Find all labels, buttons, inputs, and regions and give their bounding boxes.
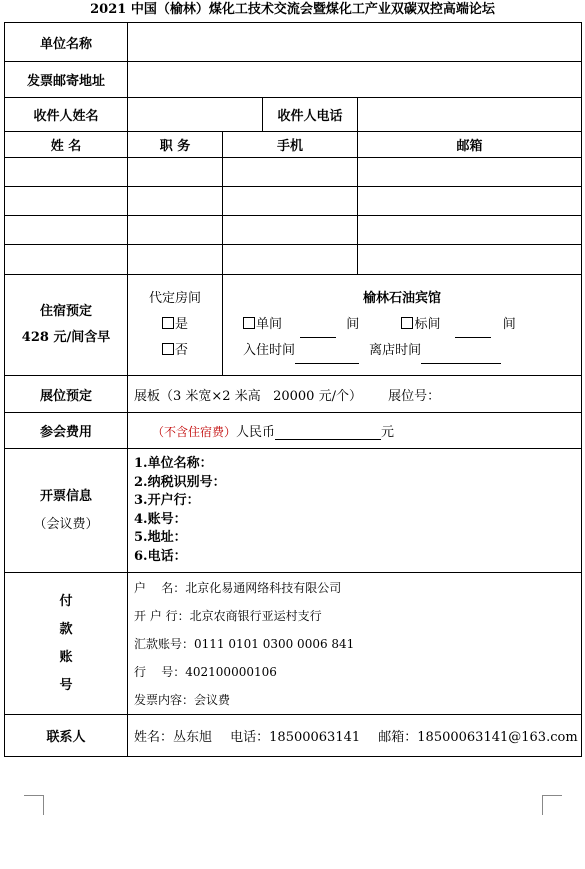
checkout-label: 离店时间 xyxy=(369,343,422,358)
room-booking-yes[interactable] xyxy=(128,312,222,338)
checkin-field[interactable] xyxy=(295,350,359,364)
payment-label-char: 账 xyxy=(59,649,73,665)
document-title: 2021 中国（榆林）煤化工技术交流会暨煤化工产业双碳双控高端论坛 xyxy=(90,2,495,17)
page-corner-mark-right xyxy=(542,795,562,815)
attendee-row xyxy=(5,216,582,245)
yes-label: 是 xyxy=(174,317,188,332)
attendee-email-cell[interactable] xyxy=(358,187,582,216)
payment-account-label xyxy=(5,573,128,715)
single-room-count-field[interactable] xyxy=(300,324,336,338)
recipient-name-field[interactable] xyxy=(128,98,263,132)
no-checkbox[interactable] xyxy=(162,343,174,355)
contact-label: 联系人 xyxy=(5,715,128,757)
attendee-email-cell[interactable] xyxy=(358,158,582,187)
attendee-mobile-cell[interactable] xyxy=(223,187,358,216)
attendee-row xyxy=(5,245,582,275)
contact-name: 姓名：丛东旭 xyxy=(134,730,213,745)
single-room-unit: 间 xyxy=(346,317,360,332)
fee-label: 参会费用 xyxy=(5,413,128,449)
attendee-name-cell[interactable] xyxy=(5,158,128,187)
fee-unit: 元 xyxy=(381,425,395,440)
fee-note: （不含住宿费） xyxy=(152,425,237,439)
invoice-line[interactable]: 1.单位名称： xyxy=(134,456,213,471)
payment-line: 行 号：402100000106 xyxy=(134,664,277,679)
no-label: 否 xyxy=(174,343,188,358)
hotel-cell xyxy=(223,275,582,376)
yes-checkbox[interactable] xyxy=(162,317,174,329)
booth-cell xyxy=(128,376,582,413)
booth-label: 展位预定 xyxy=(5,376,128,413)
standard-room-checkbox[interactable] xyxy=(401,317,413,329)
payment-line: 发票内容：会议费 xyxy=(134,692,231,707)
attendee-row xyxy=(5,187,582,216)
attendee-position-cell[interactable] xyxy=(128,245,223,275)
header-position: 职 务 xyxy=(128,132,223,158)
booth-description: 展板（3 米宽×2 米高 20000 元/个） xyxy=(134,388,362,404)
attendee-email-cell[interactable] xyxy=(358,245,582,275)
invoice-label-sub: （会议费） xyxy=(33,516,99,532)
single-room-label: 单间 xyxy=(256,317,283,332)
standard-room-count-field[interactable] xyxy=(455,324,491,338)
invoice-line[interactable]: 6.电话： xyxy=(134,548,187,564)
recipient-phone-field[interactable] xyxy=(358,98,582,132)
single-room-checkbox[interactable] xyxy=(243,317,255,329)
hotel-name: 榆林石油宾馆 xyxy=(362,291,441,306)
payment-info-cell xyxy=(128,573,582,715)
recipient-name-label: 收件人姓名 xyxy=(5,98,128,132)
payment-line: 汇款账号：0111 0101 0300 0006 841 xyxy=(134,636,355,651)
invoice-address-field[interactable] xyxy=(128,62,582,98)
header-name: 姓 名 xyxy=(5,132,128,158)
registration-form xyxy=(4,22,582,757)
unit-name-field[interactable] xyxy=(128,23,582,62)
invoice-line[interactable]: 2.纳税识别号： xyxy=(134,474,226,490)
attendee-mobile-cell[interactable] xyxy=(223,216,358,245)
page-corner-mark-left xyxy=(24,795,44,815)
invoice-line[interactable]: 4.账号： xyxy=(134,511,187,527)
attendee-name-cell[interactable] xyxy=(5,216,128,245)
attendee-position-cell[interactable] xyxy=(128,187,223,216)
attendee-email-cell[interactable] xyxy=(358,216,582,245)
attendee-position-cell[interactable] xyxy=(128,216,223,245)
accommodation-label-price: 428 元/间含早 xyxy=(21,330,111,345)
standard-room-label: 标间 xyxy=(414,317,441,332)
fee-cell xyxy=(128,413,582,449)
checkin-label: 入住时间 xyxy=(243,343,296,358)
fee-currency: 人民币 xyxy=(236,425,276,440)
invoice-label xyxy=(5,449,128,573)
attendee-name-cell[interactable] xyxy=(5,187,128,216)
payment-label-char: 款 xyxy=(59,621,73,637)
standard-room-unit: 间 xyxy=(502,317,516,332)
fee-amount-field[interactable] xyxy=(275,426,381,440)
stay-dates-line xyxy=(243,338,581,364)
attendee-row xyxy=(5,158,582,187)
attendee-mobile-cell[interactable] xyxy=(223,158,358,187)
contact-cell xyxy=(128,715,582,757)
attendee-position-cell[interactable] xyxy=(128,158,223,187)
invoice-line[interactable]: 3.开户行： xyxy=(134,493,200,508)
invoice-line[interactable]: 5.地址： xyxy=(134,530,187,545)
payment-label-char: 付 xyxy=(59,593,73,609)
payment-line: 户 名：北京化易通网络科技有限公司 xyxy=(134,580,342,595)
room-type-line xyxy=(243,312,581,338)
header-mobile: 手机 xyxy=(223,132,358,158)
header-email: 邮箱 xyxy=(358,132,582,158)
contact-phone: 电话：18500063141 xyxy=(230,730,361,745)
accommodation-label-title: 住宿预定 xyxy=(39,304,92,319)
invoice-info-cell xyxy=(128,449,582,573)
attendee-name-cell[interactable] xyxy=(5,245,128,275)
contact-email: 邮箱：18500063141@163.com xyxy=(378,730,578,745)
room-booking-label: 代定房间 xyxy=(148,291,201,306)
payment-line: 开 户 行：北京农商银行亚运村支行 xyxy=(134,608,322,623)
recipient-phone-label: 收件人电话 xyxy=(263,98,358,132)
payment-label-char: 号 xyxy=(59,677,73,693)
room-booking-cell xyxy=(128,275,223,376)
invoice-label-title: 开票信息 xyxy=(39,488,92,504)
invoice-address-label: 发票邮寄地址 xyxy=(5,62,128,98)
unit-name-label: 单位名称 xyxy=(5,23,128,62)
room-booking-no[interactable] xyxy=(128,338,222,364)
booth-number-label: 展位号： xyxy=(388,388,441,404)
checkout-field[interactable] xyxy=(421,350,501,364)
accommodation-label xyxy=(5,275,128,376)
attendee-mobile-cell[interactable] xyxy=(223,245,358,275)
